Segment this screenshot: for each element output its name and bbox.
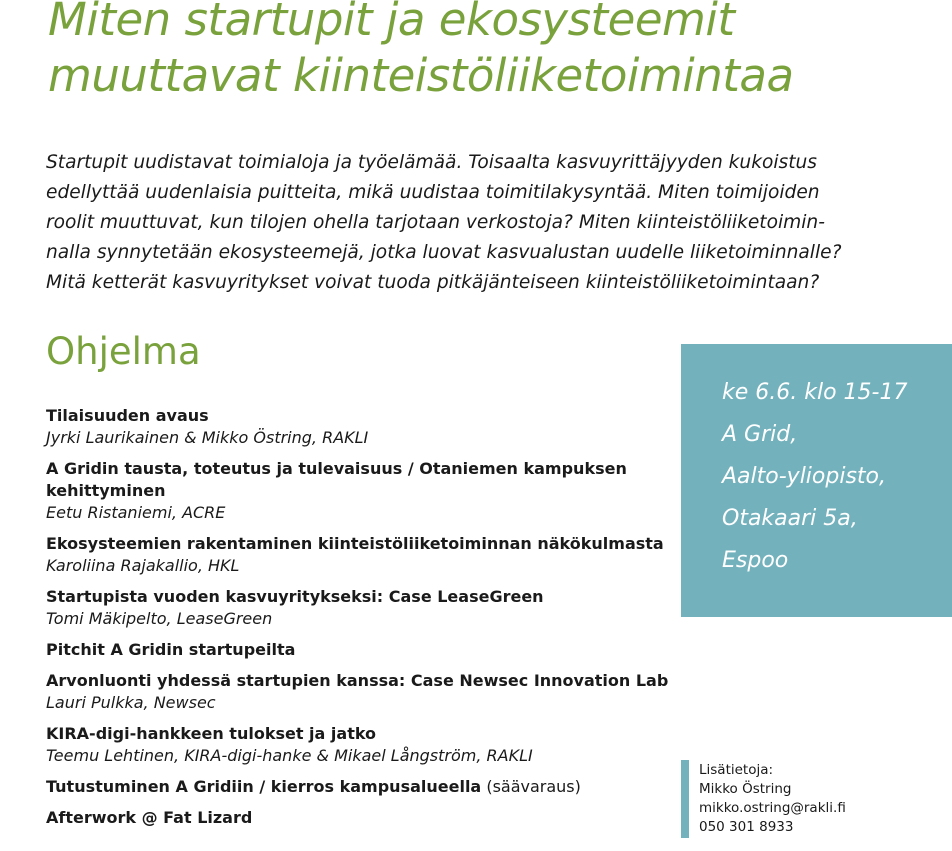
event-city: Espoo [722,548,789,573]
program-item-leasegreen [46,586,676,630]
program-item-speaker: Lauri Pulkka, Newsec [46,693,216,712]
program-item-kira-digi [46,723,676,767]
program-item-title [46,776,676,798]
intro-line-4: nalla synnytetään ekosysteemejä, jotka luovat kasvualustan uudelle liiketoiminnalle? [46,242,842,263]
event-info-box [681,344,952,617]
program-item-speaker: Jyrki Laurikainen & Mikko Östring, RAKLI [46,428,369,447]
program-item-note: (säävaraus) [481,777,581,796]
intro-line-2: edellyttää uudenlaisia puitteita, mikä uudistaa toimitilakysyntää. Miten toimijoiden [46,182,820,203]
event-datetime: ke 6.6. klo 15-17 [722,380,908,405]
event-organization: Aalto-yliopisto, [722,464,886,489]
program-item-title: KIRA-digi-hankkeen tulokset ja jatko [46,724,377,743]
program-item-speaker: Tomi Mäkipelto, LeaseGreen [46,609,273,628]
program-item-title: Arvonluonti yhdessä startupien kanssa: Case Newsec Innovation Lab [46,671,669,690]
event-venue: A Grid, [722,422,798,447]
intro-paragraph [46,148,936,298]
program-item-speaker: Karoliina Rajakallio, HKL [46,556,240,575]
program-item-ecosystems [46,533,676,577]
program-item-tour [46,776,676,798]
title-line-2: muuttavat kiinteistöliiketoimintaa [48,49,794,102]
title-line-1: Miten startupit ja ekosysteemit [48,0,735,46]
contact-info [681,760,911,838]
intro-line-1: Startupit uudistavat toimialoja ja työelämää. Toisaalta kasvuyrittäjyyden kukoistus [46,152,817,173]
program-item-speaker: Teemu Lehtinen, KIRA-digi-hanke & Mikael Långström, RAKLI [46,746,533,765]
contact-label: Lisätietoja: [699,762,774,778]
program-heading: Ohjelma [46,330,201,373]
program-item-title-text: Tutustuminen A Gridiin / kierros kampusalueella [46,777,482,796]
program-item-title: Tilaisuuden avaus [46,406,209,425]
contact-name: Mikko Östring [699,781,792,797]
program-item-pitches [46,639,676,661]
intro-line-5: Mitä ketterät kasvuyritykset voivat tuoda pitkäjänteiseen kiinteistöliiketoimintaan? [46,272,820,293]
program-item-opening [46,405,676,449]
contact-phone: 050 301 8933 [699,819,794,835]
program-item-title: Startupista vuoden kasvuyritykseksi: Case LeaseGreen [46,587,544,606]
program-item-title: Afterwork @ Fat Lizard [46,808,253,827]
page-title [48,0,938,104]
intro-line-3: roolit muuttuvat, kun tilojen ohella tarjotaan verkostoja? Miten kiinteistöliiketoimin- [46,212,825,233]
program-item-a-grid-background [46,458,676,524]
program-item-speaker: Eetu Ristaniemi, ACRE [46,503,226,522]
program-item-title: A Gridin tausta, toteutus ja tulevaisuus / Otaniemen kampuksen kehittyminen [46,459,627,500]
program-item-title: Ekosysteemien rakentaminen kiinteistöliiketoiminnan näkökulmasta [46,534,664,553]
program-item-afterwork [46,807,676,829]
event-street: Otakaari 5a, [722,506,858,531]
program-item-title: Pitchit A Gridin startupeilta [46,640,296,659]
program-item-newsec [46,670,676,714]
program-list [46,405,676,838]
contact-email: mikko.ostring@rakli.fi [699,800,846,816]
